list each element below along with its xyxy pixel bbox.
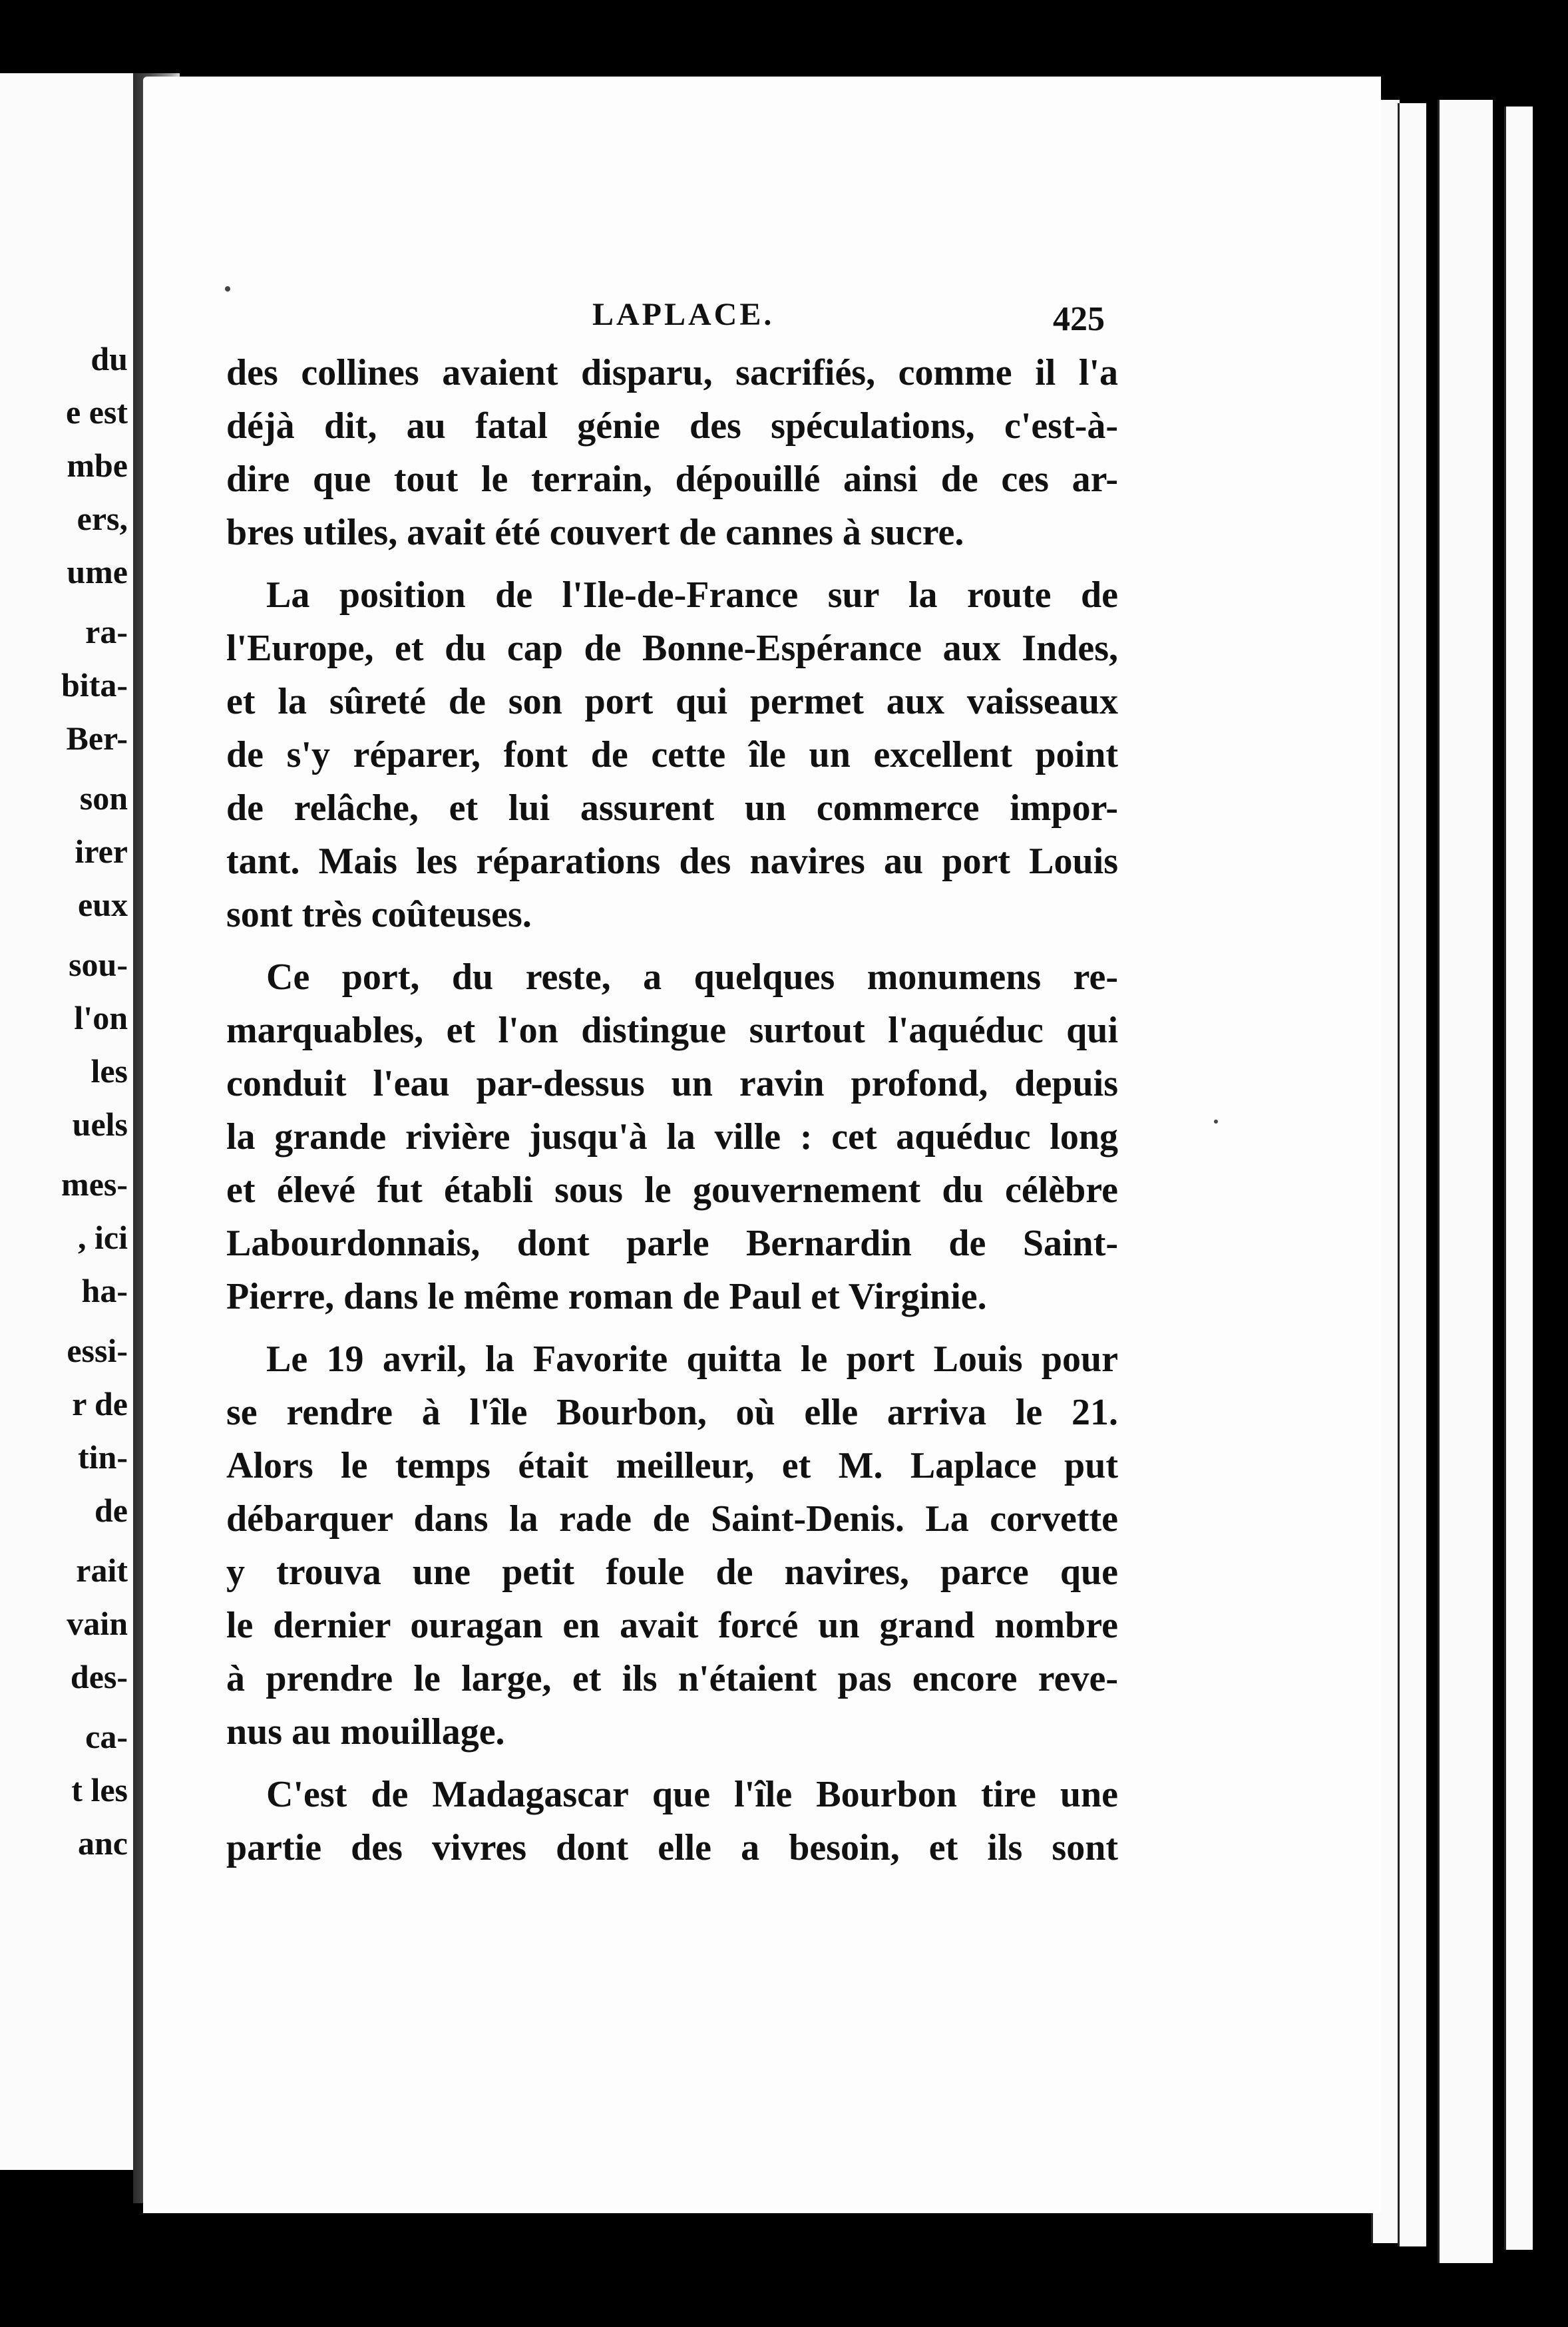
text-line: C'est de Madagascar que l'île Bourbon tire une [266, 1774, 1118, 1815]
facing-line: bita- [61, 666, 128, 704]
facing-line: eux [78, 886, 128, 923]
facing-line: ume [67, 553, 128, 590]
text-line: Alors le temps était meilleur, et M. Laplace put [226, 1445, 1118, 1486]
facing-line: du [91, 340, 128, 377]
text-line: la grande rivière jusqu'à la ville : cet aquéduc long [226, 1116, 1118, 1158]
facing-line: des- [70, 1658, 128, 1695]
text-line: et la sûreté de son port qui permet aux vaisseaux [226, 681, 1118, 722]
text-line: de relâche, et lui assurent un commerce impor- [226, 787, 1118, 829]
page-number: 425 [1053, 300, 1105, 338]
facing-line: les [91, 1052, 128, 1090]
page-edge [1504, 106, 1533, 2250]
facing-line: uels [72, 1106, 128, 1143]
text-line: Pierre, dans le même roman de Paul et Virginie. [226, 1276, 987, 1317]
text-line: sont très coûteuses. [226, 894, 532, 935]
facing-line: t les [71, 1771, 128, 1808]
text-line: à prendre le large, et ils n'étaient pas encore reve- [226, 1658, 1118, 1699]
facing-line: mbe [67, 447, 128, 484]
facing-line: ca- [85, 1718, 128, 1755]
text-line: se rendre à l'île Bourbon, où elle arriva le 21. [226, 1392, 1118, 1433]
text-line: de s'y réparer, font de cette île un excellent point [226, 734, 1118, 775]
page-edge [1438, 100, 1493, 2263]
facing-line: de [95, 1492, 128, 1529]
facing-line: , ici [78, 1219, 128, 1256]
facing-line: Ber- [66, 720, 128, 757]
text-line: bres utiles, avait été couvert de cannes à sucre. [226, 512, 964, 553]
text-line: Ce port, du reste, a quelques monumens re- [266, 956, 1118, 998]
text-line: le dernier ouragan en avait forcé un grand nombre [226, 1605, 1118, 1646]
page-edge [1398, 103, 1426, 2246]
facing-line: rait [76, 1552, 128, 1589]
text-line: Le 19 avril, la Favorite quitta le port Louis pour [266, 1339, 1118, 1380]
text-line: des collines avaient disparu, sacrifiés, comme il l'a [226, 352, 1118, 393]
text-line: nus au mouillage. [226, 1711, 505, 1753]
facing-line: e est [66, 393, 128, 431]
facing-line: anc [78, 1824, 128, 1862]
facing-line: r de [72, 1385, 128, 1422]
text-line: tant. Mais les réparations des navires au port Louis [226, 841, 1118, 882]
body-text [226, 346, 1118, 1874]
text-line: Labourdonnais, dont parle Bernardin de Saint- [226, 1223, 1118, 1264]
facing-line: ers, [77, 500, 128, 537]
text-line: conduit l'eau par-dessus un ravin profond, depuis [226, 1063, 1118, 1104]
text-line: débarquer dans la rade de Saint-Denis. La corvette [226, 1498, 1118, 1540]
text-line: déjà dit, au fatal génie des spéculations, c'est-à- [226, 405, 1118, 447]
text-line: La position de l'Ile-de-France sur la route de [266, 574, 1118, 616]
facing-line: tin- [78, 1438, 128, 1476]
facing-line: l'on [74, 999, 128, 1036]
text-line: partie des vivres dont elle a besoin, et ils sont [226, 1827, 1118, 1868]
ink-speck [225, 286, 230, 292]
ink-speck [1214, 1120, 1218, 1124]
facing-page-fragment [0, 73, 133, 2170]
facing-line: ha- [81, 1272, 128, 1309]
facing-line: sou- [69, 946, 128, 983]
facing-line: irer [75, 833, 128, 870]
facing-line: son [79, 779, 128, 817]
text-line: l'Europe, et du cap de Bonne-Espérance aux Indes, [226, 628, 1118, 669]
facing-line: ra- [85, 613, 128, 650]
running-head: LAPLACE. [592, 297, 775, 332]
facing-line: vain [67, 1605, 128, 1642]
facing-line: mes- [61, 1165, 128, 1203]
facing-line: essi- [67, 1332, 128, 1369]
text-line: marquables, et l'on distingue surtout l'aquéduc qui [226, 1010, 1118, 1051]
text-line: et élevé fut établi sous le gouvernement du célèbre [226, 1169, 1118, 1211]
text-line: dire que tout le terrain, dépouillé ainsi de ces ar- [226, 459, 1118, 500]
text-line: y trouva une petit foule de navires, parce que [226, 1552, 1118, 1593]
